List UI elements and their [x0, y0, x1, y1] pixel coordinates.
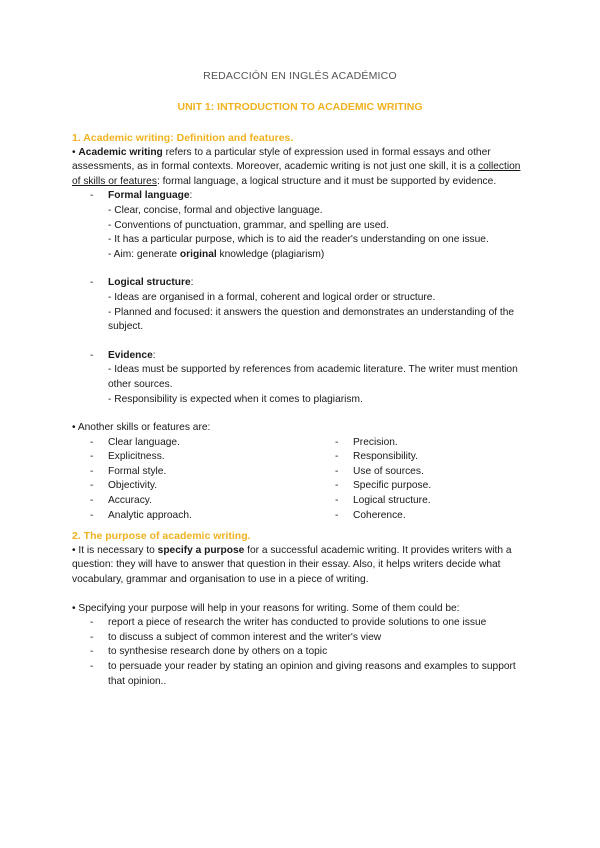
dash: - [90, 617, 94, 629]
list-item [72, 450, 317, 465]
evidence-item [72, 349, 527, 364]
list-item [72, 616, 527, 631]
skill-label: Coherence. [353, 509, 406, 521]
aim-post: knowledge (plagiarism) [216, 248, 325, 260]
colon: : [189, 190, 193, 202]
dash: - [335, 436, 339, 448]
dash: - [90, 480, 94, 492]
purpose-post: for a successful academic writing. It provides writers with a question: they will have to answer that question in their essay. Also, it helps writers decide what vocabulary, grammar and organisation to use in a piece of writing. [72, 544, 512, 586]
colon: : [152, 349, 156, 361]
dash: - [90, 190, 94, 202]
purpose-pre: • It is necessary to [72, 544, 158, 556]
other-skills-intro: • Another skills or features are: [72, 422, 211, 434]
evidence-sublist [72, 363, 527, 407]
dash: - [90, 349, 94, 361]
dash: - [90, 509, 94, 521]
dash: - [335, 495, 339, 507]
reason-text: report a piece of research the writer has conducted to provide solutions to one issue [108, 617, 487, 629]
purpose-paragraph [72, 544, 527, 588]
purpose-bold: specify a purpose [157, 544, 245, 556]
document-header: REDACCIÓN EN INGLÉS ACADÉMICO [203, 70, 397, 82]
skill-label: Analytic approach. [108, 509, 192, 521]
colon: : [190, 277, 194, 289]
dash: - [90, 661, 94, 672]
aim-pre: - Aim: generate [108, 248, 180, 260]
section-1-heading: 1. Academic writing: Definition and features. [72, 132, 294, 144]
list-item [317, 450, 527, 465]
skill-label: Responsibility. [353, 451, 418, 463]
list-item [317, 479, 527, 494]
skills-left-column [72, 436, 317, 524]
reason-text: to discuss a subject of common interest and the writer's view [108, 631, 382, 643]
logical-structure-label: Logical structure [108, 277, 191, 289]
intro-text-2: : formal language, a logical structure and it must be supported by evidence. [156, 175, 497, 187]
dash: - [335, 465, 339, 477]
reasons-intro: • Specifying your purpose will help in your reasons for writing. Some of them could be: [72, 602, 460, 614]
list-item [72, 631, 527, 646]
skill-label: Explicitness. [108, 451, 165, 463]
skill-label: Precision. [353, 436, 398, 448]
list-item [108, 248, 527, 263]
formal-language-item [72, 189, 527, 204]
dash: - [90, 277, 94, 289]
skill-label: Formal style. [108, 465, 167, 477]
skill-label: Use of sources. [353, 465, 424, 477]
dash: - [90, 631, 94, 643]
reason-text: to persuade your reader by stating an opinion and giving reasons and examples to support that opinion.. [108, 661, 516, 687]
list-item [72, 465, 317, 480]
list-item [317, 465, 527, 480]
skill-label: Objectivity. [108, 480, 158, 492]
dash: - [335, 509, 339, 521]
skill-label: Accuracy. [108, 495, 152, 507]
evidence-label: Evidence [108, 349, 153, 361]
dash: - [90, 436, 94, 448]
unit-title: UNIT 1: INTRODUCTION TO ACADEMIC WRITING [177, 101, 423, 113]
list-item [317, 494, 527, 509]
reasons-list [72, 616, 527, 689]
intro-bold: Academic writing [78, 146, 163, 158]
dash: - [335, 480, 339, 492]
dash: - [90, 646, 94, 658]
dash: - [335, 451, 339, 463]
list-item: - It has a particular purpose, which is to aid the reader's understanding on one issue. [108, 234, 489, 246]
list-item [317, 509, 527, 524]
bullet: • [72, 146, 76, 158]
list-item: - Ideas are organised in a formal, coherent and logical order or structure. [108, 291, 436, 303]
skill-label: Logical structure. [353, 495, 431, 507]
aim-bold: original [179, 248, 217, 260]
document-content [72, 131, 527, 689]
dash: - [90, 451, 94, 463]
section-2-heading: 2. The purpose of academic writing. [72, 530, 251, 543]
list-item: - Ideas must be supported by references from academic literature. The writer must mention other sources. [108, 364, 518, 390]
formal-language-sublist [72, 204, 527, 262]
list-item: - Responsibility is expected when it comes to plagiarism. [108, 393, 363, 405]
list-item: - Planned and focused: it answers the question and demonstrates an understanding of the subject. [108, 306, 515, 333]
formal-language-label: Formal language [108, 190, 190, 202]
intro-paragraph [72, 146, 527, 190]
skills-columns [72, 436, 527, 524]
list-item: - Clear, concise, formal and objective language. [108, 204, 323, 216]
list-item [72, 645, 527, 660]
list-item: - Conventions of punctuation, grammar, and spelling are used. [108, 219, 389, 231]
skills-right-column [317, 436, 527, 524]
logical-structure-sublist [72, 291, 527, 335]
list-item [72, 660, 527, 689]
skill-label: Clear language. [108, 436, 180, 448]
intro-text-1: refers to a particular style of expression used in formal essays and other assessments, as in formal contexts. Moreover, academic writing is not just one skill, it is a [72, 146, 491, 173]
dash: - [90, 495, 94, 507]
dash: - [90, 465, 94, 477]
list-item [72, 479, 317, 494]
list-item [72, 436, 317, 451]
list-item [72, 494, 317, 509]
reason-text: to synthesise research done by others on a topic [108, 646, 328, 658]
list-item [72, 509, 317, 524]
skill-label: Specific purpose. [353, 480, 432, 492]
list-item [317, 436, 527, 451]
intro-underline: collection of skills or features [72, 161, 521, 187]
logical-structure-item [72, 276, 527, 291]
